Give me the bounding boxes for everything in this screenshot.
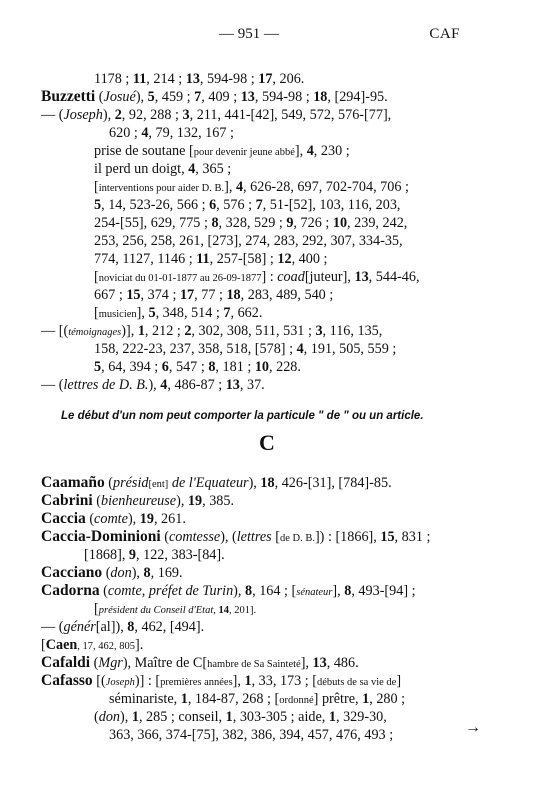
continuation-arrow-icon: → (465, 719, 481, 736)
entry-caccia: Caccia (comte), 19, 261. (41, 510, 186, 527)
entry-line: 5, 64, 394 ; 6, 547 ; 8, 181 ; 10, 228. (94, 359, 301, 375)
entry-line: 620 ; 4, 79, 132, 167 ; (109, 125, 234, 141)
entry-cacciano: Cacciano (don), 8, 169. (41, 564, 183, 581)
entry-cadorna: Cadorna (comte, préfet de Turin), 8, 164 ; [sénateur], 8, 493-[94] ; (41, 582, 416, 599)
entry-line: séminariste, 1, 184-87, 268 ; [ordonné] prêtre, 1, 280 ; (109, 691, 406, 707)
entry-line: 253, 256, 258, 261, [273], 274, 283, 292, 307, 334-35, (94, 233, 403, 249)
section-letter: C (259, 430, 275, 455)
entry-caamano: Caamaño (présid[ent] de l'Equateur), 18, 426-[31], [784]-85. (41, 474, 392, 491)
entry-caen: [Caen, 17, 462, 805]. (41, 637, 144, 653)
entry-buzzetti-josue: Buzzetti (Josué), 5, 459 ; 7, 409 ; 13, 594-98 ; 18, [294]-95. (41, 88, 388, 105)
entry-cabrini: Cabrini (bienheureuse), 19, 385. (41, 492, 235, 509)
entry-cafasso: Cafasso [(Joseph)] : [premières années], 1, 33, 173 ; [débuts de sa vie de] (41, 672, 402, 689)
entry-lettres: — (lettres de D. B.), 4, 486-87 ; 13, 37. (41, 377, 265, 393)
entry-line: 363, 366, 374-[75], 382, 386, 394, 457, 476, 493 ; (109, 727, 394, 743)
entry-line: 5, 14, 523-26, 566 ; 6, 576 ; 7, 51-[52], 103, 116, 203, (94, 197, 401, 213)
entry-line: (don), 1, 285 ; conseil, 1, 303-305 ; aide, 1, 329-30, (94, 709, 387, 725)
entry-line: [président du Conseil d'Etat, 14, 201]. (94, 601, 257, 617)
entry-line: 254-[55], 629, 775 ; 8, 328, 529 ; 9, 726 ; 10, 239, 242, (94, 215, 408, 231)
page-header (0, 26, 534, 46)
entry-line: 1178 ; 11, 214 ; 13, 594-98 ; 17, 206. (94, 71, 305, 87)
entry-cadorna-general: — (génér[al]), 8, 462, [494]. (41, 619, 205, 635)
entry-line: [noviciat du 01-01-1877 au 26-09-1877] : coad[juteur], 13, 544-46, (94, 269, 420, 285)
entry-line: 667 ; 15, 374 ; 17, 77 ; 18, 283, 489, 540 ; (94, 287, 334, 303)
entry-line: prise de soutane [pour devenir jeune abbé], 4, 230 ; (94, 143, 350, 159)
running-head: CAF (429, 26, 460, 42)
entry-caccia-dominioni: Caccia-Dominioni (comtesse), (lettres [de D. B.]) : [1866], 15, 831 ; (41, 528, 431, 545)
section-note: Le début d'un nom peut comporter la particule " de " ou un article. (61, 410, 424, 422)
entry-line: [interventions pour aider D. B.], 4, 626-28, 697, 702-704, 706 ; (94, 179, 409, 195)
entry-line: il perd un doigt, 4, 365 ; (94, 161, 232, 177)
entry-cafaldi: Cafaldi (Mgr), Maître de C[hambre de Sa Sainteté], 13, 486. (41, 654, 359, 671)
entry-line: 774, 1127, 1146 ; 11, 257-[58] ; 12, 400 ; (94, 251, 328, 267)
entry-temoignages: — [(témoignages)], 1, 212 ; 2, 302, 308, 511, 531 ; 3, 116, 135, (41, 323, 383, 339)
page-number: — 951 — (219, 26, 279, 42)
entry-buzzetti-joseph: — (Joseph), 2, 92, 288 ; 3, 211, 441-[42], 549, 572, 576-[77], (41, 107, 392, 123)
entry-line: [musicien], 5, 348, 514 ; 7, 662. (94, 305, 263, 321)
entry-line: 158, 222-23, 237, 358, 518, [578] ; 4, 191, 505, 559 ; (94, 341, 397, 357)
entry-line: [1868], 9, 122, 383-[84]. (84, 547, 225, 563)
